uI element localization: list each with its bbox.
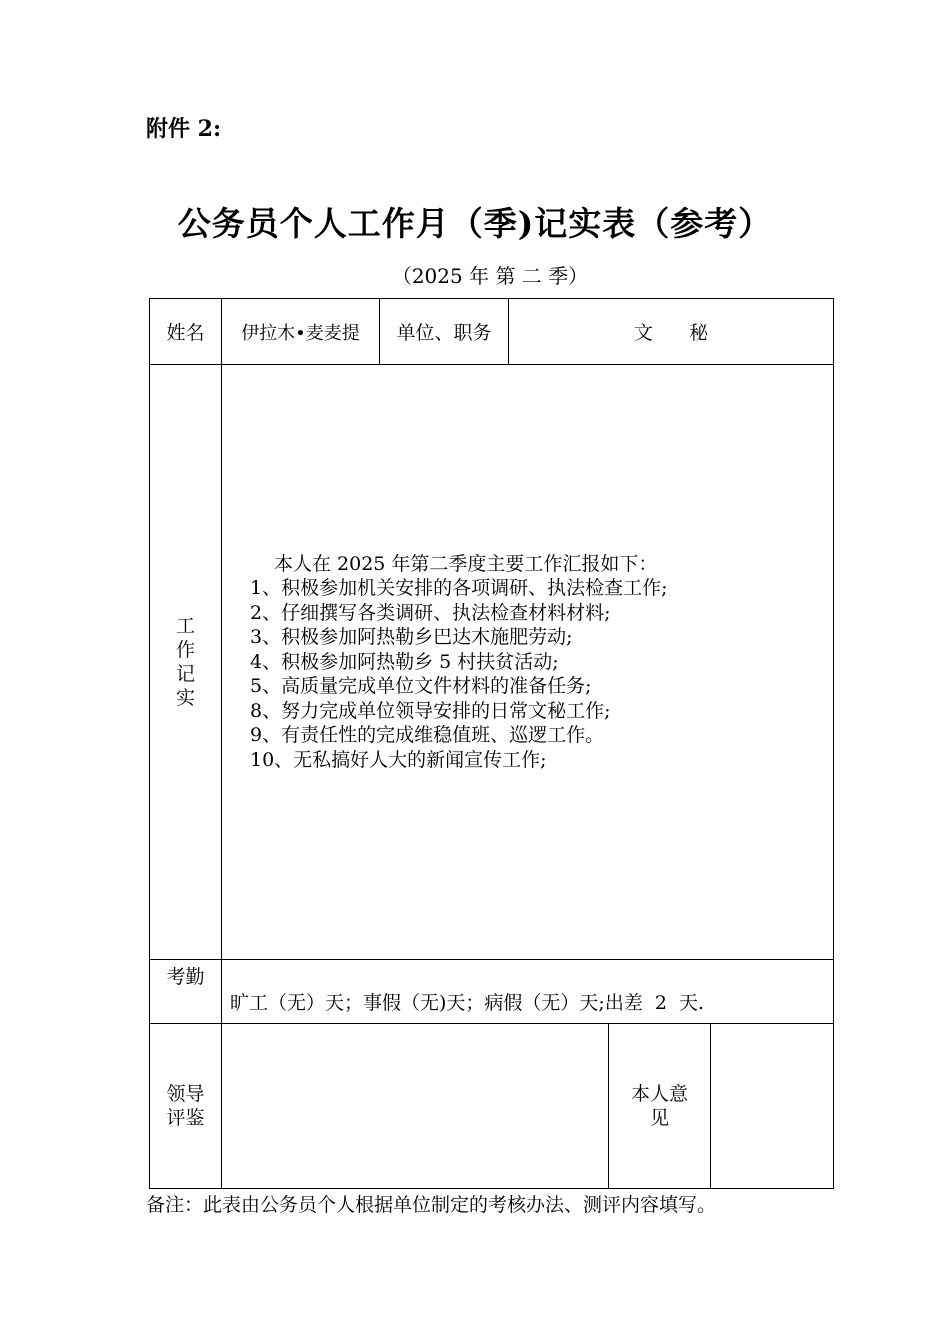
work-item: 4、积极参加阿热勒乡 5 村扶贫活动; [250,650,559,673]
work-item: 9、有责任性的完成维稳值班、巡逻工作。 [250,724,605,747]
attendance-row [150,960,834,1024]
form-title: 公务员个人工作月（季)记实表（参考） [177,204,773,243]
form-subtitle: （2025 年 第 二 季） [391,264,589,288]
work-label-char: 记 [175,663,195,685]
work-label-char: 工 [175,615,195,637]
leader-review-label-line: 评鉴 [166,1107,205,1129]
work-item: 2、仔细撰写各类调研、执法检查材料材料; [250,601,611,624]
unit-value: 文 秘 [509,299,834,365]
attendance-text: 旷工（无）天；事假（无)天；病假（无）天;出差 2 天. [222,960,834,1024]
work-content [222,365,834,960]
work-item: 3、积极参加阿热勒乡巴达木施肥劳动; [250,626,573,649]
self-opinion-label-line: 见 [649,1107,669,1129]
attendance-label: 考勤 [150,960,222,1024]
work-label-char: 实 [175,687,195,709]
attachment-label: 附件 2: [146,116,222,142]
work-item: 10、无私搞好人大的新闻宣传工作; [250,748,547,771]
leader-review-label-line: 领导 [166,1083,205,1105]
footnote: 备注：此表由公务员个人根据单位制定的考核办法、测评内容填写。 [146,1194,717,1216]
leader-review-field[interactable] [222,1024,609,1189]
work-item: 5、高质量完成单位文件材料的准备任务; [250,675,592,698]
leader-review-label [150,1024,222,1189]
self-opinion-field[interactable] [711,1024,834,1189]
unit-label: 单位、职务 [380,299,509,365]
self-opinion-label [609,1024,711,1189]
work-item: 1、积极参加机关安排的各项调研、执法检查工作; [250,577,668,600]
name-value: 伊拉木•麦麦提 [222,299,380,365]
name-label: 姓名 [150,299,222,365]
review-row [150,1024,834,1189]
work-intro: 本人在 2025 年第二季度主要工作汇报如下： [274,552,658,575]
work-row [150,365,834,960]
work-item: 8、努力完成单位领导安排的日常文秘工作; [250,699,611,722]
header-row [150,299,834,365]
work-label-char: 作 [175,639,195,661]
self-opinion-label-line: 本人意 [630,1083,688,1105]
work-label [150,365,222,960]
record-table [149,298,834,1189]
